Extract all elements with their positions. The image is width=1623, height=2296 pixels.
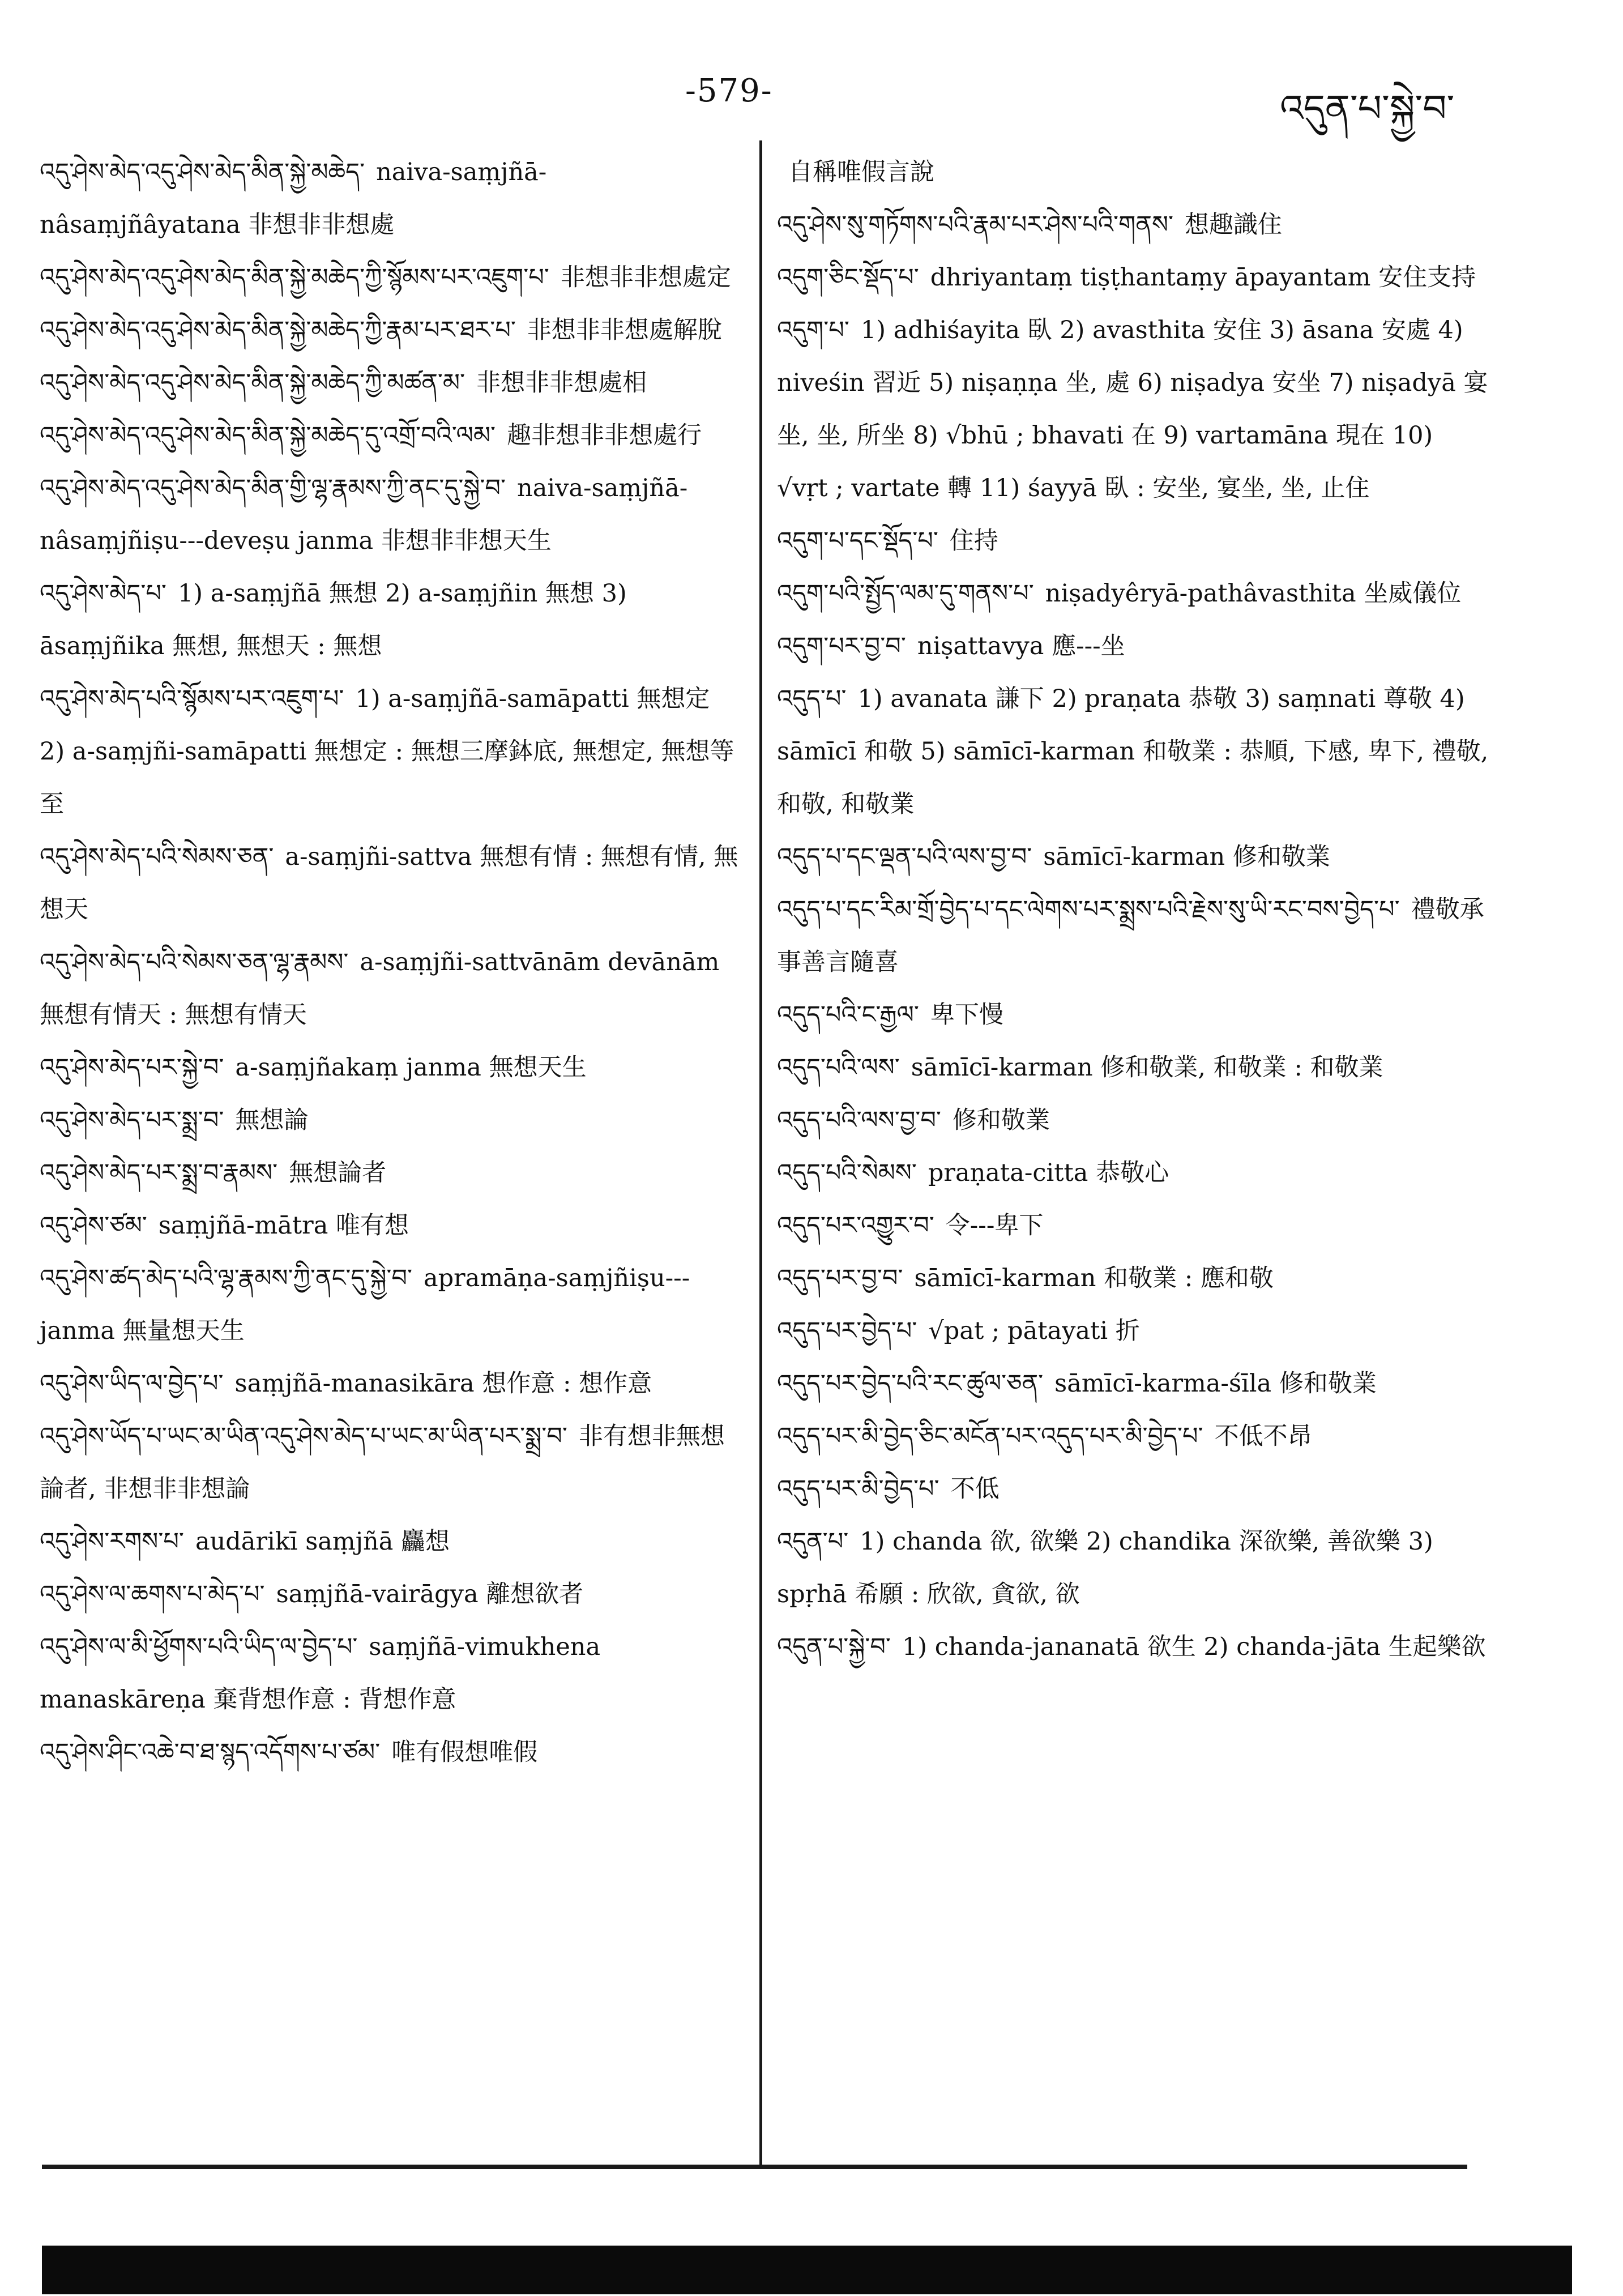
entry-definition: 1) chanda 欲, 欲樂 2) chandika 深欲樂, 善欲樂 3) spṛhā 希願 : 欣欲, 貪欲, 欲 bbox=[777, 1527, 1433, 1608]
entry-definition: dhriyantaṃ tiṣṭhantaṃy āpayantam 安住支持 bbox=[930, 263, 1476, 292]
entry-definition: a-saṃjñi-sattvānām devānām 無想有情天 : 無想有情天 bbox=[40, 948, 720, 1029]
entry-headword: འདུད་པར་བྱ་བ་ bbox=[777, 1264, 903, 1292]
entry-headword: འདུག་ཅིང་སྡོད་པ་ bbox=[777, 263, 919, 292]
dictionary-entry bbox=[777, 620, 1490, 673]
entry-definition: praṇata-citta 恭敬心 bbox=[928, 1159, 1169, 1187]
entry-headword: འདུན་པ་སྐྱེ་བ་ bbox=[777, 1633, 891, 1661]
entry-definition: 令---卑下 bbox=[945, 1211, 1044, 1240]
entry-definition: 1) chanda-jananatā 欲生 2) chanda-jāta 生起樂欲 bbox=[902, 1633, 1486, 1661]
entry-definition: apramāṇa-saṃjñiṣu---janma 無量想天生 bbox=[40, 1264, 690, 1345]
entry-headword: འདུ་ཤེས་མེད་འདུ་ཤེས་མེད་མིན་གྱི་ལྷ་རྣམས་ཀྱི་ནང་དུ་སྐྱེ་བ་ bbox=[40, 474, 506, 502]
entry-headword: འདུད་པར་མི་བྱེད་པ་ bbox=[777, 1475, 939, 1503]
entry-headword: འདུ་ཤེས་ཚད་མེད་པའི་ལྷ་རྣམས་ཀྱི་ནང་དུ་སྐྱེ་བ་ bbox=[40, 1264, 412, 1292]
entry-definition: niṣattavya 應---坐 bbox=[917, 632, 1125, 660]
right-column bbox=[777, 146, 1490, 1674]
entry-definition: sāmīcī-karma-śīla 修和敬業 bbox=[1054, 1369, 1377, 1398]
entry-definition: sāmīcī-karman 修和敬業 bbox=[1043, 843, 1330, 871]
entry-definition: 住持 bbox=[949, 527, 998, 555]
entry-definition: sāmīcī-karman 修和敬業, 和敬業 : 和敬業 bbox=[911, 1053, 1383, 1082]
entry-definition: 非想非非想處解脫 bbox=[527, 316, 722, 344]
entry-headword: འདུད་པ་དང་རིམ་གྲོ་བྱེད་པ་དང་ལེགས་པར་སྨྲས་པའི་རྗེས་སུ་ཡི་རང་བས་བྱེད་པ་ bbox=[777, 895, 1400, 924]
entry-definition: audārikī saṃjñā 麤想 bbox=[195, 1527, 450, 1556]
entry-definition: 不低不昂 bbox=[1214, 1422, 1312, 1450]
page-number: -579- bbox=[685, 72, 773, 109]
entry-headword: འདུད་པར་བྱེད་པ་ bbox=[777, 1317, 917, 1345]
dictionary-entry bbox=[777, 1200, 1490, 1252]
dictionary-entry bbox=[777, 1094, 1490, 1147]
entry-definition: 1) a-saṃjñā 無想 2) a-saṃjñin 無想 3) āsaṃjñika 無想, 無想天 : 無想 bbox=[40, 579, 627, 660]
entry-definition: saṃjñā-mātra 唯有想 bbox=[158, 1211, 409, 1240]
entry-headword: འདུག་པ་ bbox=[777, 316, 849, 344]
dictionary-entry bbox=[40, 1410, 742, 1516]
dictionary-entry bbox=[777, 1358, 1490, 1410]
dictionary-entry bbox=[777, 1410, 1490, 1463]
entry-headword: འདུད་པ་ bbox=[777, 685, 847, 713]
entry-definition: 無想論者 bbox=[289, 1159, 387, 1187]
dictionary-entry bbox=[40, 251, 742, 304]
entry-definition: 1) avanata 謙下 2) praṇata 恭敬 3) saṃnati 尊敬 4) sāmīcī 和敬 5) sāmīcī-karman 和敬業 : 恭順, 下感, 卑下, 禮敬, 和敬, 和敬業 bbox=[777, 685, 1489, 818]
entry-headword: འདུག་པར་བྱ་བ་ bbox=[777, 632, 906, 660]
entry-headword: འདུ་ཤེས་མེད་པ་ bbox=[40, 579, 166, 608]
dictionary-entry bbox=[777, 1042, 1490, 1094]
dictionary-entry bbox=[777, 251, 1490, 304]
scan-border bbox=[42, 2246, 1572, 2294]
dictionary-entry bbox=[40, 1726, 742, 1779]
dictionary-entry bbox=[40, 567, 742, 673]
entry-definition: sāmīcī-karman 和敬業 : 應和敬 bbox=[914, 1264, 1274, 1292]
entry-definition: niṣadyêryā-pathâvasthita 坐威儀位 bbox=[1045, 579, 1462, 608]
entry-definition: √pat ; pātayati 折 bbox=[928, 1317, 1140, 1345]
dictionary-entry bbox=[777, 1252, 1490, 1305]
entry-definition: a-saṃjñakaṃ janma 無想天生 bbox=[235, 1053, 587, 1082]
entry-headword: འདུ་ཤེས་ལ་མི་ཕྱོགས་པའི་ཡིད་ལ་བྱེད་པ་ bbox=[40, 1633, 358, 1661]
entry-headword: འདུད་པ་དང་ལྡན་པའི་ལས་བྱ་བ་ bbox=[777, 843, 1032, 871]
dictionary-entry bbox=[40, 1358, 742, 1410]
entry-headword: འདུ་ཤེས་མེད་པར་སྨྲ་བ་ bbox=[40, 1106, 224, 1134]
entry-definition: 修和敬業 bbox=[952, 1106, 1050, 1134]
dictionary-entry bbox=[777, 567, 1490, 620]
entry-definition: saṃjñā-vimukhena manaskāreṇa 棄背想作意 : 背想作意 bbox=[40, 1633, 601, 1714]
entry-headword: འདུག་པའི་སྤྱོད་ལམ་དུ་གནས་པ་ bbox=[777, 579, 1034, 608]
entry-headword: འདུ་ཤེས་མེད་འདུ་ཤེས་མེད་མིན་སྐྱེ་མཆེད་ bbox=[40, 158, 365, 186]
entry-definition: 趣非想非非想處行 bbox=[507, 421, 702, 450]
dictionary-entry bbox=[777, 884, 1490, 989]
dictionary-entry bbox=[40, 409, 742, 462]
dictionary-entry bbox=[40, 1516, 742, 1568]
entry-definition: 1) adhiśayita 臥 2) avasthita 安住 3) āsana 安處 4) niveśin 習近 5) niṣaṇṇa 坐, 處 6) niṣadya 安坐 7) niṣadyā 宴坐, 坐, 所坐 8) √bhū ; bhavati 在 9) vartamāna 現在 10) √vṛt ; vartate 轉 11) śayyā 臥 : 安坐, 宴坐, 坐, 止住 bbox=[777, 316, 1488, 502]
entry-definition: naiva-saṃjñā-nâsaṃjñâyatana 非想非非想處 bbox=[40, 158, 547, 239]
dictionary-entry bbox=[40, 831, 742, 936]
dictionary-entry bbox=[40, 1621, 742, 1726]
dictionary-entry bbox=[777, 1463, 1490, 1516]
entry-definition: a-saṃjñi-sattva 無想有情 : 無想有情, 無想天 bbox=[40, 843, 738, 924]
dictionary-entry bbox=[40, 462, 742, 567]
dictionary-entry bbox=[40, 673, 742, 831]
entry-definition: naiva-saṃjñā-nâsaṃjñiṣu---deveṣu janma 非想非非想天生 bbox=[40, 474, 688, 555]
entry-headword: འདུད་པར་འགྱུར་བ་ bbox=[777, 1211, 934, 1240]
dictionary-entry bbox=[40, 304, 742, 357]
entry-definition: 無想論 bbox=[235, 1106, 309, 1134]
entry-headword: འདུད་པའི་སེམས་ bbox=[777, 1159, 917, 1187]
bottom-rule bbox=[42, 2165, 1467, 2169]
entry-headword: འདུ་ཤེས་རགས་པ་ bbox=[40, 1527, 184, 1556]
entry-headword: འདུད་པའི་ལས་ bbox=[777, 1053, 900, 1082]
entry-definition: saṃjñā-manasikāra 想作意 : 想作意 bbox=[234, 1369, 652, 1398]
entry-headword: འདུག་པ་དང་སྡོད་པ་ bbox=[777, 527, 938, 555]
entry-definition: 唯有假想唯假 bbox=[391, 1738, 538, 1766]
running-head: འདུན་པ་སྐྱེ་བ་ bbox=[1280, 87, 1455, 130]
dictionary-entry bbox=[777, 673, 1490, 831]
dictionary-entry bbox=[777, 1516, 1490, 1621]
entry-definition: 不低 bbox=[950, 1475, 1000, 1503]
entry-definition: 非想非非想處定 bbox=[560, 263, 731, 292]
entry-headword: འདུ་ཤེས་མེད་པའི་སེམས་ཅན་ལྷ་རྣམས་ bbox=[40, 948, 349, 976]
dictionary-entry bbox=[40, 1042, 742, 1094]
entry-definition: 非想非非想處相 bbox=[476, 369, 647, 397]
entry-headword: འདུ་ཤེས་མེད་འདུ་ཤེས་མེད་མིན་སྐྱེ་མཆེད་ཀྱི་སྙོམས་པར་འཇུག་པ་ bbox=[40, 263, 549, 292]
dictionary-entry bbox=[40, 1094, 742, 1147]
entry-definition: 卑下慢 bbox=[930, 1001, 1003, 1029]
entry-headword: འདུན་པ་ bbox=[777, 1527, 849, 1556]
entry-headword: འདུད་པར་མི་བྱེད་ཅིང་མངོན་པར་འདུད་པར་མི་བྱེད་པ་ bbox=[777, 1422, 1203, 1450]
entry-headword: འདུ་ཤེས་མེད་པར་སྨྲ་བ་རྣམས་ bbox=[40, 1159, 278, 1187]
dictionary-entry bbox=[777, 199, 1490, 251]
entry-headword: འདུ་ཤེས་མེད་འདུ་ཤེས་མེད་མིན་སྐྱེ་མཆེད་ཀྱི་མཚན་མ་ bbox=[40, 369, 465, 397]
dictionary-entry bbox=[777, 515, 1490, 567]
column-divider bbox=[759, 140, 762, 2165]
entry-headword: འདུ་ཤེས་ཡིད་ལ་བྱེད་པ་ bbox=[40, 1369, 224, 1398]
entry-headword: འདུ་ཤེས་མེད་པར་སྐྱེ་བ་ bbox=[40, 1053, 224, 1082]
dictionary-entry bbox=[40, 146, 742, 251]
dictionary-entry bbox=[777, 989, 1490, 1042]
dictionary-entry bbox=[777, 1621, 1490, 1674]
entry-definition: 非有想非無想論者, 非想非非想論 bbox=[40, 1422, 725, 1503]
dictionary-entry bbox=[777, 1305, 1490, 1358]
entry-headword: འདུ་ཤེས་ལ་ཆགས་པ་མེད་པ་ bbox=[40, 1580, 265, 1608]
dictionary-entry bbox=[777, 146, 1490, 199]
entry-headword: འདུ་ཤེས་ཡོད་པ་ཡང་མ་ཡིན་འདུ་ཤེས་མེད་པ་ཡང་མ་ཡིན་པར་སྨྲ་བ་ bbox=[40, 1422, 567, 1450]
entry-definition: 禮敬承事善言隨喜 bbox=[777, 895, 1484, 976]
entry-definition: 自稱唯假言說 bbox=[788, 158, 934, 186]
dictionary-entry bbox=[777, 831, 1490, 884]
entry-headword: འདུ་ཤེས་སུ་གཏོགས་པའི་རྣམ་པར་ཤེས་པའི་གནས་ bbox=[777, 211, 1174, 239]
entry-headword: འདུ་ཤེས་མེད་པའི་སེམས་ཅན་ bbox=[40, 843, 274, 871]
dictionary-entry bbox=[40, 1200, 742, 1252]
entry-definition: 1) a-saṃjñā-samāpatti 無想定 2) a-saṃjñi-samāpatti 無想定 : 無想三摩鉢底, 無想定, 無想等至 bbox=[40, 685, 734, 818]
entry-definition: saṃjñā-vairāgya 離想欲者 bbox=[276, 1580, 584, 1608]
dictionary-entry bbox=[40, 1147, 742, 1200]
dictionary-entry bbox=[777, 1147, 1490, 1200]
dictionary-entry bbox=[777, 304, 1490, 515]
dictionary-entry bbox=[40, 936, 742, 1042]
dictionary-entry bbox=[40, 1252, 742, 1358]
dictionary-entry bbox=[40, 1568, 742, 1621]
entry-headword: འདུ་ཤེས་ཤིང་འཆེ་བ་ཐ་སྙད་འདོགས་པ་ཙམ་ bbox=[40, 1738, 381, 1766]
entry-headword: འདུད་པའི་ལས་བྱ་བ་ bbox=[777, 1106, 941, 1134]
dictionary-entry bbox=[40, 357, 742, 409]
entry-headword: འདུ་ཤེས་ཙམ་ bbox=[40, 1211, 147, 1240]
entry-definition: 想趣識住 bbox=[1185, 211, 1283, 239]
entry-headword: འདུ་ཤེས་མེད་འདུ་ཤེས་མེད་མིན་སྐྱེ་མཆེད་དུ་འགྲོ་བའི་ལམ་ bbox=[40, 421, 496, 450]
entry-headword: འདུ་ཤེས་མེད་འདུ་ཤེས་མེད་མིན་སྐྱེ་མཆེད་ཀྱི་རྣམ་པར་ཐར་པ་ bbox=[40, 316, 516, 344]
entry-headword: འདུད་པར་བྱེད་པའི་རང་ཚུལ་ཅན་ bbox=[777, 1369, 1044, 1398]
entry-headword: འདུ་ཤེས་མེད་པའི་སྙོམས་པར་འཇུག་པ་ bbox=[40, 685, 344, 713]
left-column bbox=[40, 146, 742, 1779]
entry-headword: འདུད་པའི་ང་རྒྱལ་ bbox=[777, 1001, 919, 1029]
